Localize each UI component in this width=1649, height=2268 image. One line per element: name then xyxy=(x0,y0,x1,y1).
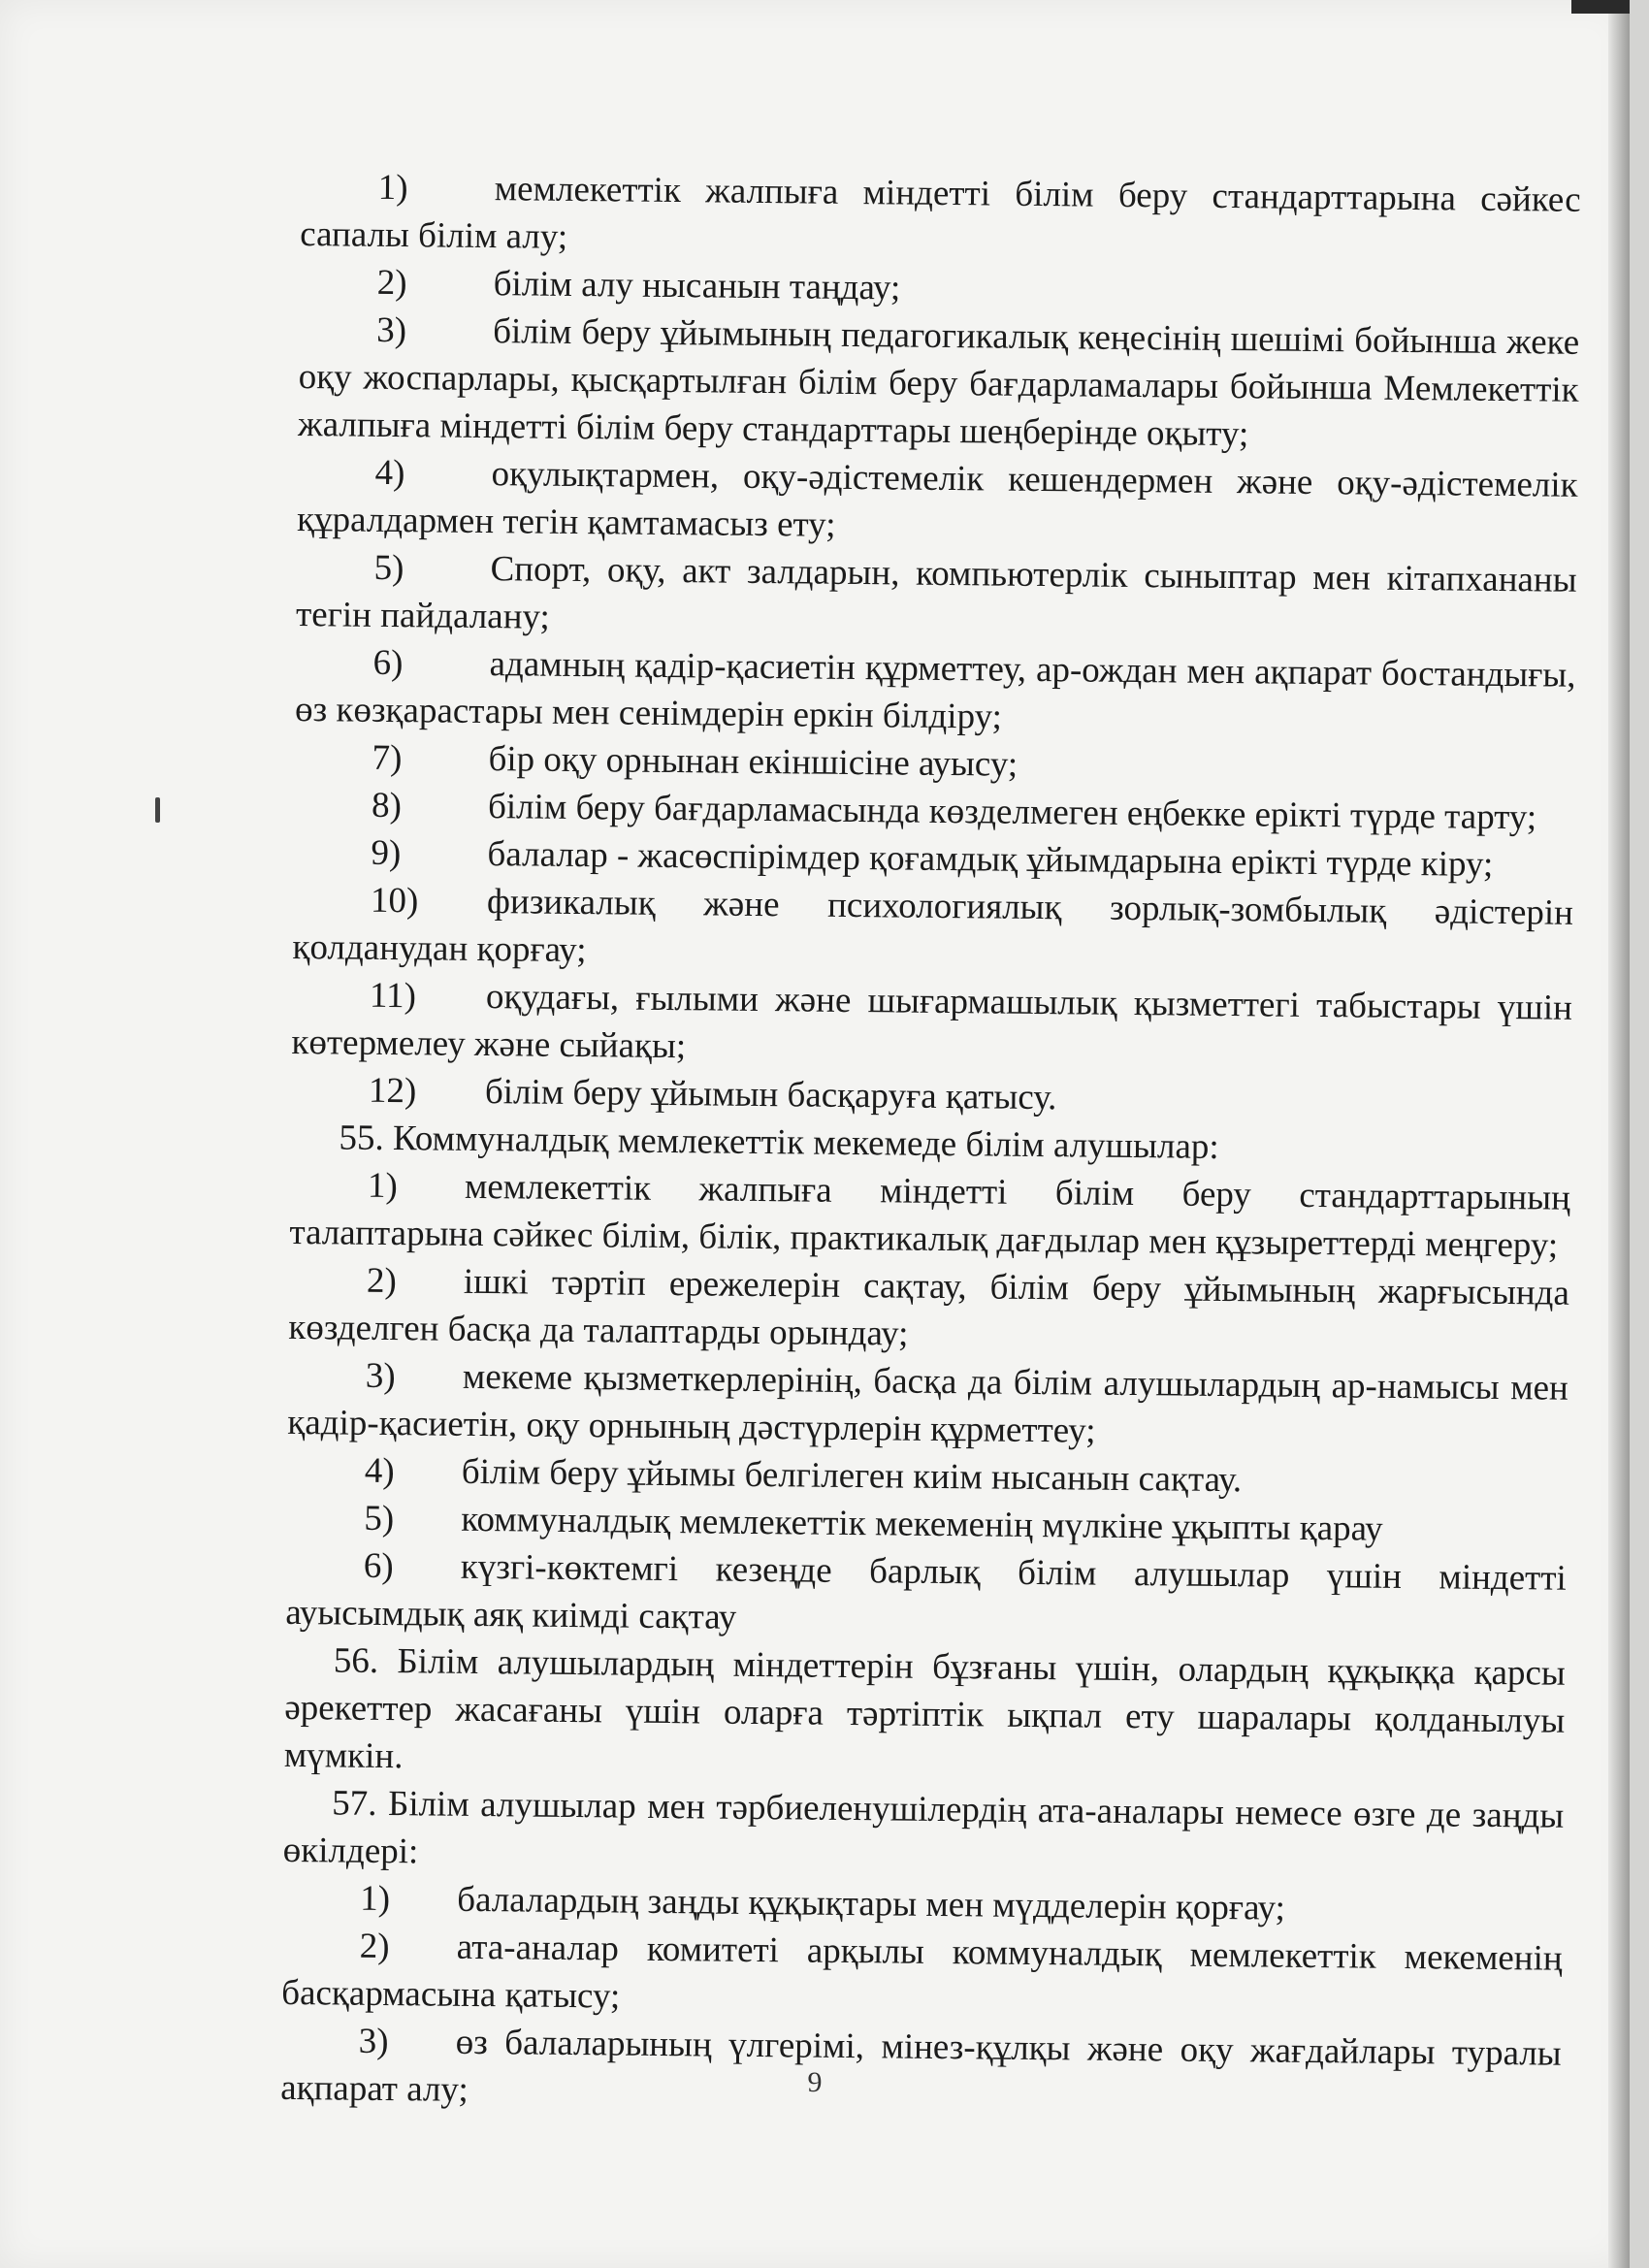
list-item: 8) білім беру бағдарламасында көзделмеген еңбекке ерікті түрде тарту; xyxy=(371,785,1537,838)
list-item: 5) коммуналдық мемлекеттік мекеменің мүлкіне ұқыпты қарау xyxy=(364,1498,1383,1549)
list-item: 3) мекеме қызметкерлерінің, басқа да білім алушылардың ар-намысы мен қадір-қасиетін, оқу орнының дәстүрлерін құрметтеу; xyxy=(287,1355,1569,1451)
list-item: 1) балалардың заңды құқықтары мен мүдделерін қорғау; xyxy=(360,1878,1286,1928)
list-item: 12) білім беру ұйымын басқаруға қатысу. xyxy=(368,1070,1057,1118)
page-edge-shadow xyxy=(1608,0,1630,2268)
list-item: 2) ата-аналар комитеті арқылы коммуналдық мемлекеттік мекеменің басқармасына қатысу; xyxy=(281,1926,1563,2017)
list-item: 6) күзгі-көктемгі кезеңде барлық білім алушылар үшін міндетті ауысымдық аяқ киімді сақтау xyxy=(285,1545,1568,1637)
list-item: 6) адамның қадір-қасиетін құрметтеу, ар-ождан мен ақпарат бостандығы, өз көзқарастары мен сенімдерін еркін білдіру; xyxy=(294,642,1576,737)
section-57-heading: 57. Білім алушылар мен тәрбиеленушілердің ата-аналары немесе өзге де заңды өкілдері: xyxy=(282,1783,1565,1872)
list-item: 5) Спорт, оқу, акт залдарын, компьютерлік сыныптар мен кітапхананы тегін пайдалану; xyxy=(295,547,1577,637)
list-item: 1) мемлекеттік жалпыға міндетті білім беру стандарттарына сәйкес сапалы білім алу; xyxy=(300,167,1581,257)
list-item: 7) бір оқу орнынан екіншісіне ауысу; xyxy=(372,737,1018,785)
list-item: 9) балалар - жасөспірімдер қоғамдық ұйымдарына ерікті түрде кіру; xyxy=(371,832,1494,885)
page-number: 9 xyxy=(807,2066,823,2098)
list-item: 2) білім алу нысанын таңдау; xyxy=(376,262,901,308)
section-55-heading: 55. Коммуналдық мемлекеттік мекемеде білім алушылар: xyxy=(339,1118,1219,1167)
list-item: 4) білім беру ұйымы белгілеген киім нысанын сақтау. xyxy=(364,1450,1243,1501)
list-item: 2) ішкі тәртіп ережелерін сақтау, білім беру ұйымының жарғысында көзделген басқа да талаптарды орындау; xyxy=(288,1260,1570,1354)
list-item: 10) физикалық және психологиялық зорлық-зомбылық әдістерін қолданудан қорғау; xyxy=(292,880,1574,971)
list-item: 3) білім беру ұйымының педагогикалық кеңесінің шешімі бойынша жеке оқу жоспарлары, қысқартылған білім беру бағдарламалары бойынша Мемлекеттік жалпыға міндетті білім беру стандарттары шеңберінде оқыту; xyxy=(297,309,1580,455)
document-body xyxy=(280,163,1581,2125)
list-item: 4) оқулықтармен, оқу-әдістемелік кешендермен және оқу-әдістемелік құралдармен тегін қамтамасыз ету; xyxy=(296,452,1578,545)
list-item: 11) оқудағы, ғылыми және шығармашылық қызметтегі табыстары үшін көтермелеу және сыйақы; xyxy=(291,975,1573,1067)
list-item: 1) мемлекеттік жалпыға міндетті білім беру стандарттарының талаптарына сәйкес білім, білік, практикалық дағдылар мен құзыреттерді меңгеру; xyxy=(289,1165,1571,1266)
list-item: 3) өз балаларының үлгерімі, мінез-құлқы және оқу жағдайлары туралы ақпарат алу; xyxy=(280,2021,1562,2110)
section-56-text: 56. Білім алушылардың міндеттерін бұзғаны үшін, олардың құқыққа қарсы әрекеттер жасағаны үшін оларға тәртіптік ықпал ету шаралары қолданылуы мүмкін. xyxy=(283,1640,1566,1777)
scan-corner-artifact xyxy=(1571,0,1630,14)
binding-mark xyxy=(155,797,160,823)
